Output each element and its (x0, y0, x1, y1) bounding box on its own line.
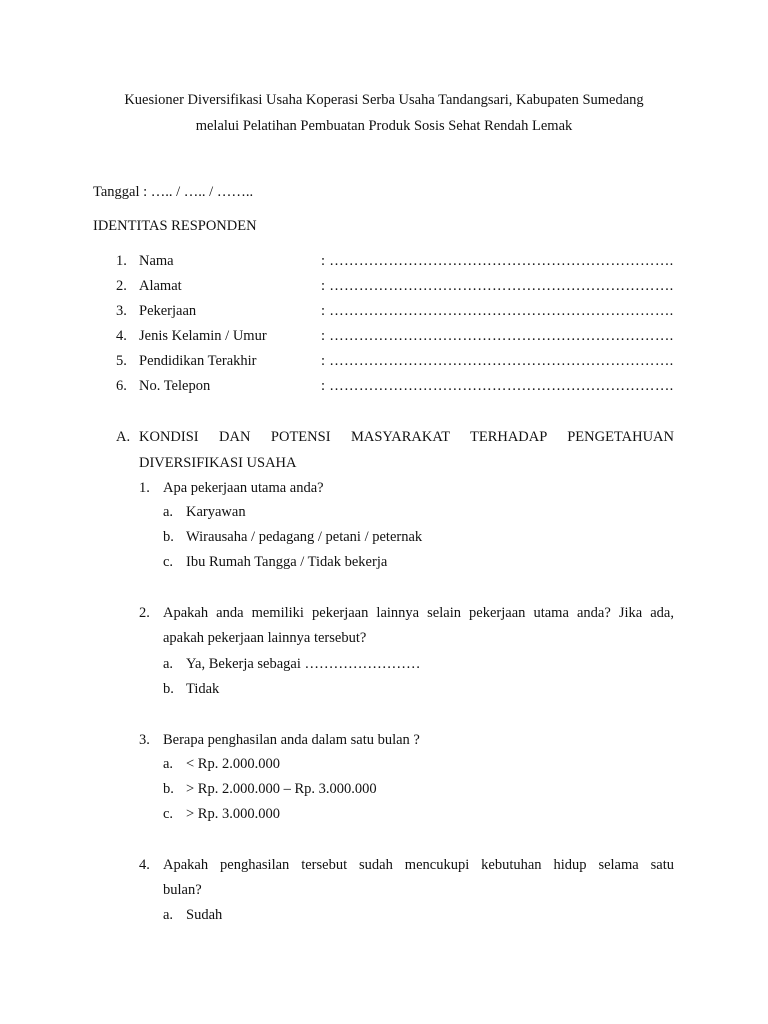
question-2-text-line-2: apakah pekerjaan lainnya tersebut? (163, 630, 367, 646)
identity-field-fill-pekerjaan: : ……………………………………………………………. (321, 303, 674, 319)
date-line: Tanggal : ….. / ….. / …….. (93, 184, 254, 200)
question-number: 2. (139, 605, 150, 621)
question-number: 3. (139, 732, 150, 748)
identity-field-label-pendidikan: Pendidikan Terakhir (139, 353, 257, 369)
option-letter: a. (163, 756, 174, 772)
title-line-1: Kuesioner Diversifikasi Usaha Koperasi Serba Usaha Tandangsari, Kabupaten Sumedang (124, 92, 644, 108)
identity-field-fill-alamat: : ……………………………………………………………. (321, 278, 674, 294)
option-letter: b. (163, 529, 174, 545)
question-number: 4. (139, 857, 150, 873)
identity-field-label-pekerjaan: Pekerjaan (139, 303, 197, 319)
option-letter: b. (163, 681, 174, 697)
option-letter: a. (163, 504, 174, 520)
identity-field-number: 3. (116, 303, 127, 319)
option-letter: a. (163, 907, 174, 923)
title-line-2: melalui Pelatihan Pembuatan Produk Sosis Sehat Rendah Lemak (195, 118, 573, 134)
question-1-option-b: Wirausaha / pedagang / petani / peternak (186, 529, 423, 545)
question-4-text-line-1: Apakah penghasilan tersebut sudah mencukupi kebutuhan hidup selama satu (163, 857, 674, 873)
question-1-text: Apa pekerjaan utama anda? (163, 480, 324, 496)
identity-field-fill-pendidikan: : ……………………………………………………………. (321, 353, 674, 369)
section-a-title-line-2: DIVERSIFIKASI USAHA (139, 455, 297, 471)
question-4-option-a: Sudah (186, 907, 223, 923)
identity-field-number: 2. (116, 278, 127, 294)
identity-field-fill-telepon: : ……………………………………………………………. (321, 378, 674, 394)
identity-field-number: 4. (116, 328, 127, 344)
question-number: 1. (139, 480, 150, 496)
identity-field-number: 5. (116, 353, 127, 369)
option-letter: c. (163, 554, 174, 570)
option-letter: b. (163, 781, 174, 797)
section-a-letter: A. (116, 429, 131, 445)
option-letter: c. (163, 806, 174, 822)
identity-field-label-nama: Nama (139, 253, 174, 269)
question-1-option-a: Karyawan (186, 504, 246, 520)
question-3-option-a: < Rp. 2.000.000 (186, 756, 280, 772)
question-2-option-b: Tidak (186, 681, 220, 697)
question-4-text-line-2: bulan? (163, 882, 202, 898)
identity-field-label-jenis-kelamin: Jenis Kelamin / Umur (139, 328, 267, 344)
identity-field-number: 1. (116, 253, 127, 269)
option-letter: a. (163, 656, 174, 672)
identity-heading: IDENTITAS RESPONDEN (93, 218, 257, 234)
question-1-option-c: Ibu Rumah Tangga / Tidak bekerja (186, 554, 388, 570)
document-title (60, 87, 708, 139)
question-2-option-a: Ya, Bekerja sebagai …………………… (186, 656, 421, 672)
identity-field-fill-jenis-kelamin: : ……………………………………………………………. (321, 328, 674, 344)
identity-field-label-alamat: Alamat (139, 278, 182, 294)
identity-field-number: 6. (116, 378, 127, 394)
question-3-option-c: > Rp. 3.000.000 (186, 806, 280, 822)
section-a-title-line-1: KONDISI DAN POTENSI MASYARAKAT TERHADAP PENGETAHUAN (139, 429, 674, 445)
identity-field-label-telepon: No. Telepon (139, 378, 211, 394)
question-2-text-line-1: Apakah anda memiliki pekerjaan lainnya selain pekerjaan utama anda? Jika ada, (163, 605, 674, 621)
identity-field-fill-nama: : ……………………………………………………………. (321, 253, 674, 269)
question-3-text: Berapa penghasilan anda dalam satu bulan ? (163, 732, 420, 748)
question-3-option-b: > Rp. 2.000.000 – Rp. 3.000.000 (186, 781, 377, 797)
